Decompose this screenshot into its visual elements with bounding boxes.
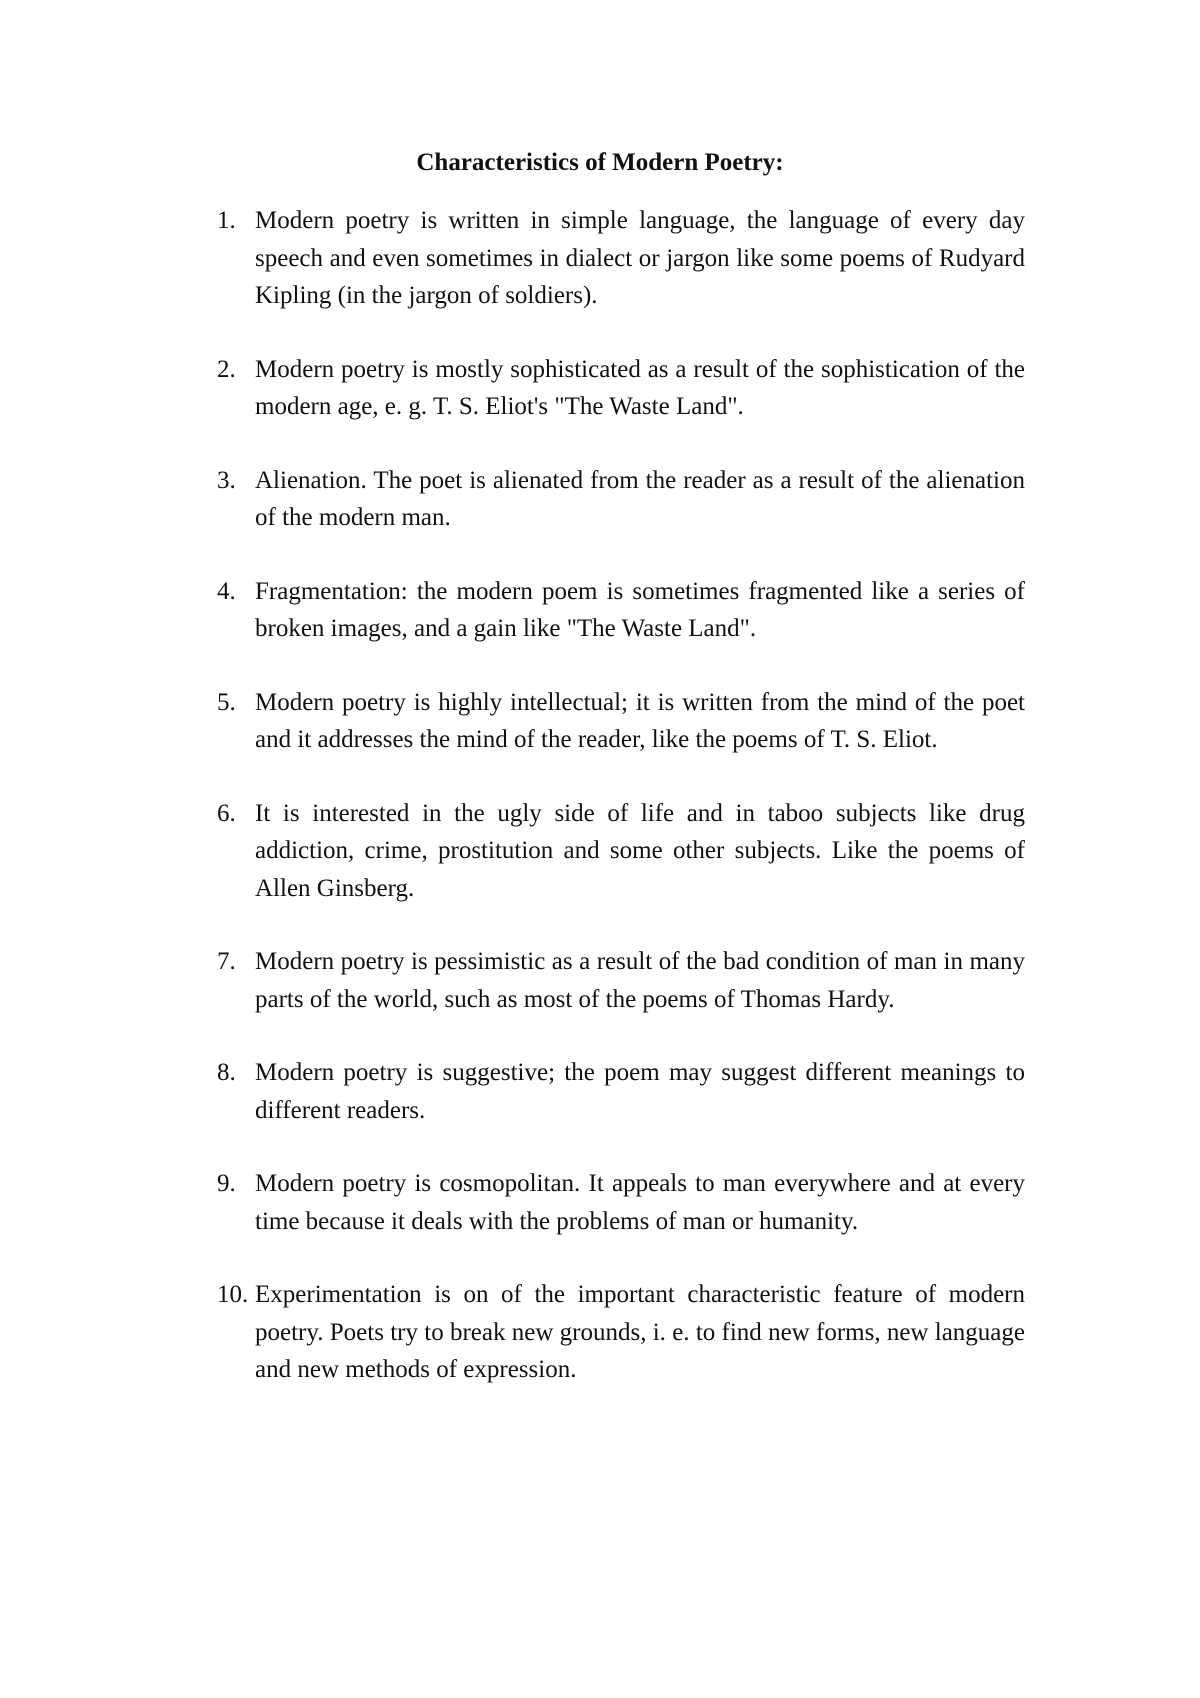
list-item [217, 573, 1025, 648]
list-item [217, 795, 1025, 908]
list-item-text: Modern poetry is suggestive; the poem may suggest different meanings to different readers. [255, 1059, 1025, 1124]
list-item-text: Experimentation is on of the important characteristic feature of modern poetry. Poets try to break new grounds, i. e. to find new forms, new language and new methods of expression. [255, 1281, 1025, 1383]
list-item-text: Alienation. The poet is alienated from the reader as a result of the alienation of the modern man. [255, 466, 1025, 531]
list-item-number: 1. [217, 207, 236, 234]
list-item-number: 6. [217, 799, 236, 827]
list-item [217, 684, 1025, 759]
list-item-text: It is interested in the ugly side of life and in taboo subjects like drug addiction, crime, prostitution and some other subjects. Like the poems of Allen Ginsberg. [255, 799, 1025, 902]
document-title: Characteristics of Modern Poetry: [416, 149, 784, 176]
list-item-number: 5. [217, 688, 236, 716]
list-item [217, 202, 1025, 315]
list-item-number: 10. [217, 1281, 249, 1308]
list-item-number: 3. [217, 466, 236, 494]
list-item [217, 1276, 1025, 1389]
list-item-text: Modern poetry is highly intellectual; it is written from the mind of the poet and it addresses the mind of the reader, like the poems of T. S. Eliot. [255, 688, 1025, 753]
list-item-number: 2. [217, 355, 236, 383]
list-item-number: 8. [217, 1059, 236, 1086]
list-item-text: Modern poetry is pessimistic as a result of the bad condition of man in many parts of the world, such as most of the poems of Thomas Hardy. [255, 948, 1025, 1013]
list-item [217, 943, 1025, 1018]
characteristics-list [217, 202, 1025, 1425]
list-item [217, 1165, 1025, 1240]
list-item-text: Modern poetry is mostly sophisticated as a result of the sophistication of the modern age, e. g. T. S. Eliot's "The Waste Land". [255, 355, 1025, 420]
list-item-text: Modern poetry is cosmopolitan. It appeals to man everywhere and at every time because it deals with the problems of man or humanity. [255, 1170, 1025, 1235]
list-item-number: 9. [217, 1170, 236, 1197]
list-item [217, 1054, 1025, 1129]
list-item [217, 462, 1025, 537]
list-item [217, 351, 1025, 426]
list-item-number: 7. [217, 948, 236, 975]
list-item-number: 4. [217, 577, 236, 605]
list-item-text: Fragmentation: the modern poem is sometimes fragmented like a series of broken images, and a gain like "The Waste Land". [255, 577, 1025, 642]
list-item-text: Modern poetry is written in simple language, the language of every day speech and even sometimes in dialect or jargon like some poems of Rudyard Kipling (in the jargon of soldiers). [255, 207, 1025, 309]
